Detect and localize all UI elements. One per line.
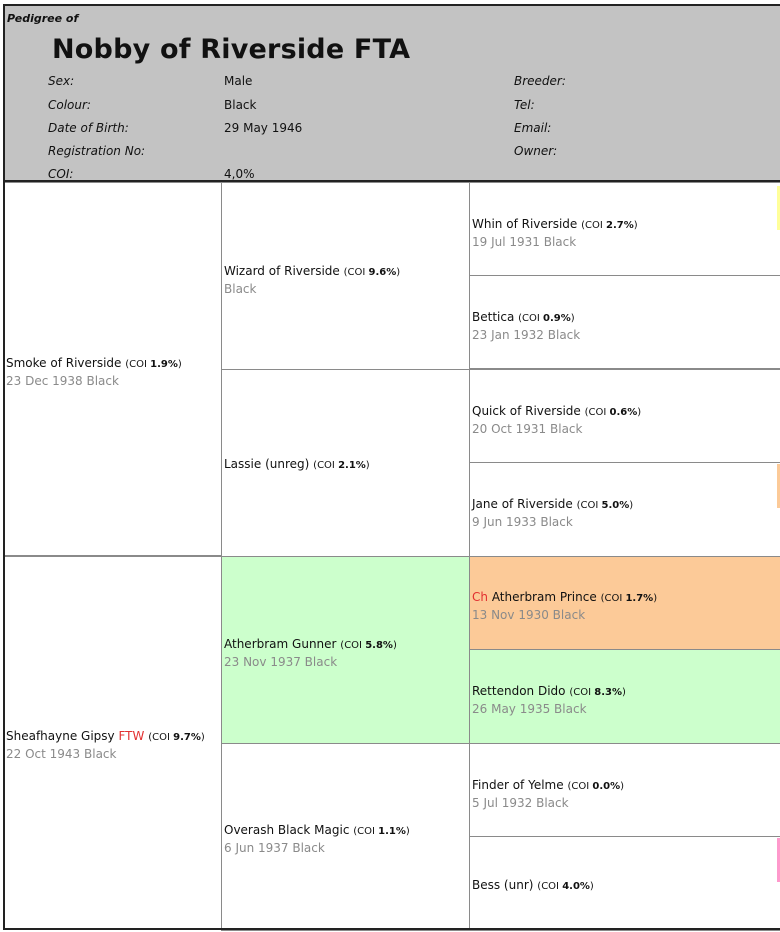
- sds-cell: Quick of Riverside (COI 0.6%) 20 Oct 1931 Black: [469, 369, 780, 463]
- sss-details: 19 Jul 1931 Black: [472, 235, 577, 249]
- dam-title: FTW: [118, 729, 145, 743]
- sss-name: Whin of Riverside: [472, 217, 578, 231]
- dss-prefix: Ch: [472, 590, 488, 604]
- sds-details: 20 Oct 1931 Black: [472, 422, 583, 436]
- tel-label: Tel:: [514, 98, 535, 112]
- dam-coi: 9.7%: [173, 732, 201, 743]
- dss-details: 13 Nov 1930 Black: [472, 608, 586, 622]
- dam-details: 22 Oct 1943 Black: [6, 747, 117, 761]
- sex-value: Male: [224, 74, 253, 88]
- dam-name: Sheafhayne Gipsy: [6, 729, 115, 743]
- dds-name: Finder of Yelme: [472, 778, 564, 792]
- dss-cell: Ch Atherbram Prince (COI 1.7%) 13 Nov 1930 Black: [469, 556, 780, 650]
- dam-dam-cell: Overash Black Magic (COI 1.1%) 6 Jun 1937 Black: [221, 743, 470, 931]
- dds-details: 5 Jul 1932 Black: [472, 796, 569, 810]
- ddd-name: Bess (unr): [472, 878, 534, 892]
- dam-dam-details: 6 Jun 1937 Black: [224, 841, 325, 855]
- dss-name: Atherbram Prince: [491, 590, 597, 604]
- sdd-name: Jane of Riverside: [472, 497, 573, 511]
- pedigree-header: [3, 4, 780, 182]
- ddd-cell: Bess (unr) (COI 4.0%): [469, 836, 780, 931]
- breeder-label: Breeder:: [514, 74, 566, 88]
- dam-dam-name: Overash Black Magic: [224, 823, 350, 837]
- sire-dam-cell: Lassie (unreg) (COI 2.1%): [221, 369, 470, 557]
- owner-label: Owner:: [514, 144, 558, 158]
- ssd-name: Bettica: [472, 310, 515, 324]
- dsd-cell: Rettendon Dido (COI 8.3%) 26 May 1935 Black: [469, 649, 780, 744]
- dam-sire-name: Atherbram Gunner: [224, 637, 337, 651]
- sex-label: Sex:: [48, 74, 75, 88]
- dds-cell: Finder of Yelme (COI 0.0%) 5 Jul 1932 Black: [469, 743, 780, 837]
- sire-coi: 1.9%: [150, 359, 178, 370]
- sire-sire-name: Wizard of Riverside: [224, 264, 340, 278]
- coi-value: 4,0%: [224, 167, 255, 181]
- left-border: [3, 182, 5, 930]
- sire-cell: Smoke of Riverside (COI 1.9%) 23 Dec 1938 Black: [3, 182, 222, 556]
- ssd-details: 23 Jan 1932 Black: [472, 328, 581, 342]
- dob-value: 29 May 1946: [224, 121, 303, 135]
- sire-details: 23 Dec 1938 Black: [6, 374, 119, 388]
- dob-label: Date of Birth:: [48, 121, 129, 135]
- dsd-details: 26 May 1935 Black: [472, 702, 587, 716]
- sdd-cell: Jane of Riverside (COI 5.0%) 9 Jun 1933 Black: [469, 462, 780, 557]
- sds-name: Quick of Riverside: [472, 404, 581, 418]
- ssd-cell: Bettica (COI 0.9%) 23 Jan 1932 Black: [469, 275, 780, 369]
- sire-sire-cell: Wizard of Riverside (COI 9.6%) Black: [221, 182, 470, 370]
- coi-label: COI:: [48, 167, 74, 181]
- dam-cell: Sheafhayne Gipsy FTW (COI 9.7%) 22 Oct 1943 Black: [3, 556, 222, 930]
- colour-label: Colour:: [48, 98, 91, 112]
- sire-name: Smoke of Riverside: [6, 356, 122, 370]
- email-label: Email:: [514, 121, 552, 135]
- dog-name-title: Nobby of Riverside FTA: [52, 34, 411, 65]
- dsd-name: Rettendon Dido: [472, 684, 566, 698]
- bottom-border: [3, 928, 780, 930]
- sire-dam-name: Lassie (unreg): [224, 457, 310, 471]
- sss-cell: Whin of Riverside (COI 2.7%) 19 Jul 1931 Black: [469, 182, 780, 276]
- sire-sire-details: Black: [224, 282, 257, 296]
- pedigree-of-label: Pedigree of: [7, 12, 79, 25]
- dam-sire-details: 23 Nov 1937 Black: [224, 655, 338, 669]
- registration-label: Registration No:: [48, 144, 146, 158]
- dam-sire-cell: Atherbram Gunner (COI 5.8%) 23 Nov 1937 Black: [221, 556, 470, 744]
- colour-value: Black: [224, 98, 257, 112]
- sdd-details: 9 Jun 1933 Black: [472, 515, 573, 529]
